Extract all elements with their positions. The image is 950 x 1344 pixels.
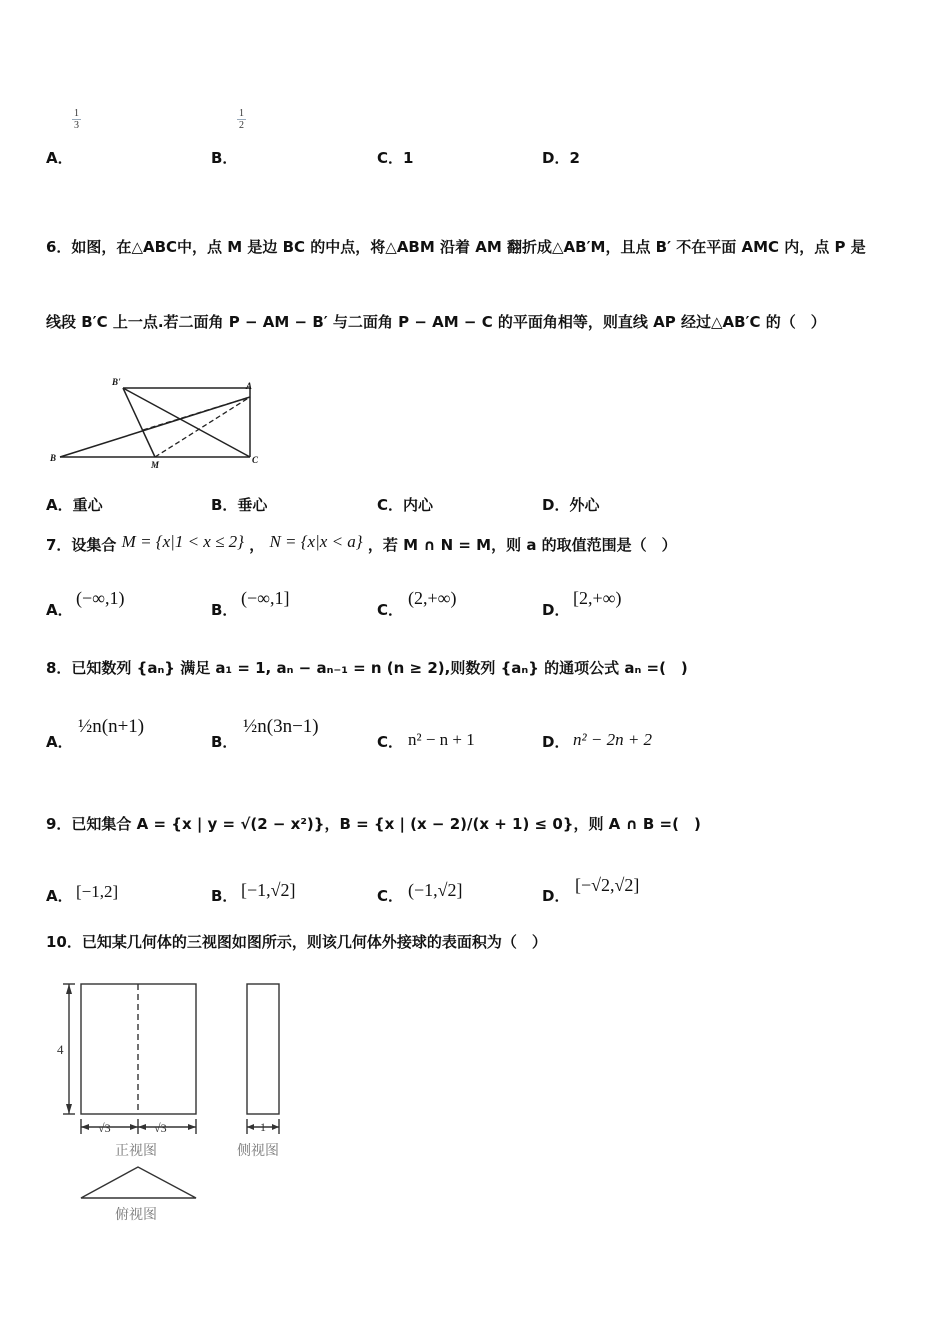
q6-option-a: A．重心 [46,496,103,514]
q6-stem-line2: 线段 B′C 上一点.若二面角 P − AM − B′ 与二面角 P − AM − C 的平面角相等，则直线 AP 经过△AB′C 的（ ） [46,313,826,331]
q7-option-d: [2,+∞) [573,588,622,608]
label-c: C [252,455,259,465]
q7-option-a: (−∞,1) [76,588,125,608]
front-view [63,984,196,1134]
width-label-left: √3 [98,1121,111,1135]
side-width-label: 1 [260,1120,266,1134]
q5-options [0,0,950,170]
q7-set-n: N = {x|x < a} [269,532,363,551]
q8-option-c: n² − n + 1 [408,730,475,749]
q7-label-d: D． [542,601,570,619]
edge-bprime-m [123,388,155,457]
q8-stem: 8．已知数列 {aₙ} 满足 a₁ = 1, aₙ − aₙ₋₁ = n (n ≥ 2),则数列 {aₙ} 的通项公式 aₙ =( ) [46,659,688,677]
q9-option-a: [−1,2] [76,882,119,901]
side-view [247,984,279,1134]
q5-optA-fraction: $\frac{1}{3}$ [74,108,79,131]
q8-option-d: n² − 2n + 2 [573,730,653,749]
q7-label-b: B． [211,601,238,619]
q10-stem: 10．已知某几何体的三视图如图所示，则该几何体外接球的表面积为（ ） [46,933,547,951]
q9-stem: 9．已知集合 A = {x | y = √(2 − x²)}，B = {x | (x − 2)/(x + 1) ≤ 0}，则 A ∩ B =( ) [46,815,701,833]
label-m: M [151,460,160,470]
top-view-triangle [81,1167,196,1198]
label-bprime: B' [112,377,121,387]
edge-m-a-dashed [155,397,250,457]
q9-label-c: C． [377,887,404,905]
q8-label-c: C． [377,733,404,751]
q8-option-a: ½n(n+1) [78,716,145,737]
height-label: 4 [57,1042,64,1057]
q6-option-b: B．垂心 [211,496,268,514]
top-view [81,1167,196,1198]
q5-optB-fraction: $\frac{1}{2}$ [239,108,244,131]
q7-option-b: (−∞,1] [241,588,290,608]
q7-stem-suffix: ，若 M ∩ N = M，则 a 的取值范围是（ ） [367,536,677,554]
q6-option-c: C．内心 [377,496,434,514]
q7-set-m: M = {x|1 < x ≤ 2} [121,532,244,551]
label-b: B [50,453,57,463]
q6-option-d: D．外心 [542,496,600,514]
q10-three-views [55,962,305,1227]
q7-label-c: C． [377,601,404,619]
top-view-caption: 俯视图 [115,1207,157,1223]
q5-option-b: B． [211,149,238,167]
q9-label-a: A． [46,887,73,905]
q8-label-d: D． [542,733,570,751]
q7-stem-prefix: 7．设集合 [46,536,117,554]
q9-option-c: (−1,√2] [408,880,463,900]
q7-stem: 7．设集合 M = {x|1 < x ≤ 2} ， N = {x|x < a} ，若 M ∩ N = M，则 a 的取值范围是（ ） [46,532,677,554]
q9-option-d: [−√2,√2] [575,875,640,895]
q9-option-b: [−1,√2] [241,880,296,900]
front-view-caption: 正视图 [115,1143,157,1159]
q8-label-a: A． [46,733,73,751]
q9-label-d: D． [542,887,570,905]
q5-option-a: A． [46,149,73,167]
q5-option-c: C．1 [377,149,414,167]
q7-label-a: A． [46,601,73,619]
q7-option-c: (2,+∞) [408,588,457,608]
q8-option-b: ½n(3n−1) [243,716,319,737]
side-view-rect [247,984,279,1114]
q5-option-d: D．2 [542,149,580,167]
edge-bprime-c [123,388,250,457]
side-view-caption: 侧视图 [237,1143,279,1159]
q6-figure [40,375,280,475]
q6-stem-line1: 6．如图，在△ABC中，点 M 是边 BC 的中点，将△ABM 沿着 AM 翻折成△AB′M，且点 B′ 不在平面 AMC 内，点 P 是 [46,238,866,256]
q8-label-b: B． [211,733,238,751]
label-a: A [246,381,253,391]
width-label-right: √3 [154,1121,167,1135]
q9-label-b: B． [211,887,238,905]
